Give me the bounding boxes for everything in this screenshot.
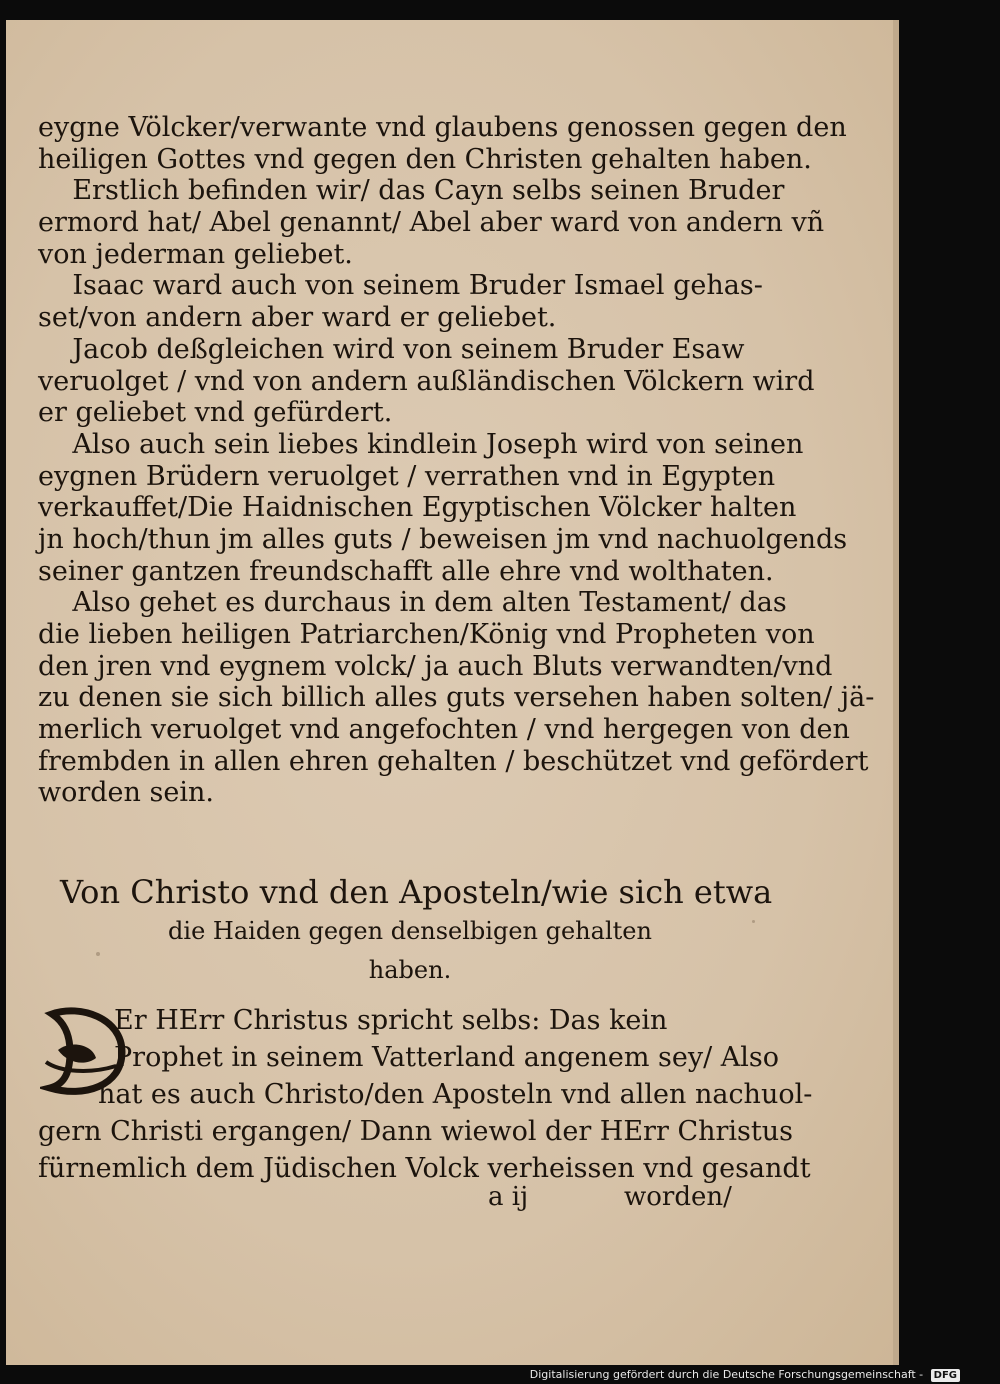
text-line: Erstlich befinden wir/ das Cayn selbs seinen Bruder [38,175,785,207]
text-line: veruolget / vnd von andern außländischen Völckern wird [38,365,815,397]
text-line: den jren vnd eygnem volck/ ja auch Bluts verwandten/vnd [38,650,833,682]
text-line: Also gehet es durchaus in dem alten Testament/ das [38,587,787,619]
text-line: heiligen Gottes vnd gegen den Christen gehalten haben. [38,143,812,175]
text-line: worden sein. [38,777,214,809]
text-line: er geliebet vnd gefürdert. [38,397,393,429]
text-line: jn hoch/thun jm alles guts / beweisen jm vnd nachuolgends [38,523,848,555]
text-line: zu denen sie sich billich alles guts versehen haben solten/ jä- [38,682,875,714]
text-line: eygnen Brüdern veruolget / verrathen vnd in Egypten [38,460,776,492]
text-line: Prophet in seinem Vatterland angenem sey/ Also [114,1042,780,1073]
catchword: worden/ [624,1182,732,1212]
footer-text: Digitalisierung gefördert durch die Deutsche Forschungsgemeinschaft - [529,1368,924,1381]
text-line: Also auch sein liebes kindlein Joseph wird von seinen [38,428,804,460]
text-line: Jacob deßgleichen wird von seinem Bruder Esaw [38,333,745,365]
text-line: ermord hat/ Abel genannt/ Abel aber ward von andern vñ [38,207,825,239]
text-line: frembden in allen ehren gehalten / beschützet vnd gefördert [38,745,869,777]
text-line: set/von andern aber ward er geliebet. [38,302,557,334]
signature-mark: a ij [488,1182,529,1212]
footer-credit [530,1366,960,1384]
text-line: Isaac ward auch von seinem Bruder Ismael gehas- [38,270,763,302]
ink-speck [96,952,100,956]
main-text-block [38,112,875,809]
section-heading [60,872,773,990]
text-line: Er HErr Christus spricht selbs: Das kein [114,1005,668,1036]
text-line: die lieben heiligen Patriarchen/König vnd Propheten von [38,619,815,650]
ink-speck [752,920,755,923]
heading-line-2: die Haiden gegen denselbigen gehalten [168,917,652,945]
second-paragraph [38,1002,813,1187]
text-line: eygne Völcker/verwante vnd glaubens genossen gegen den [38,112,847,143]
heading-line-3: haben. [368,956,452,984]
text-line: fürnemlich dem Jüdischen Volck verheissen vnd gesandt [38,1153,811,1184]
text-line: hat es auch Christo/den Aposteln vnd allen nachuol- [98,1079,813,1110]
text-line: von jederman geliebet. [38,238,353,270]
heading-line-1: Von Christo vnd den Aposteln/wie sich etwa [60,873,773,911]
text-line: gern Christi ergangen/ Dann wiewol der HErr Christus [38,1116,793,1147]
text-line: verkauffet/Die Haidnischen Egyptischen Völcker halten [38,492,797,524]
page-edge [893,20,899,1365]
dfg-logo: DFG [931,1369,960,1382]
text-line: seiner gantzen freundschafft alle ehre vnd wolthaten. [38,555,774,587]
text-line: merlich veruolget vnd angefochten / vnd hergegen von den [38,714,850,746]
